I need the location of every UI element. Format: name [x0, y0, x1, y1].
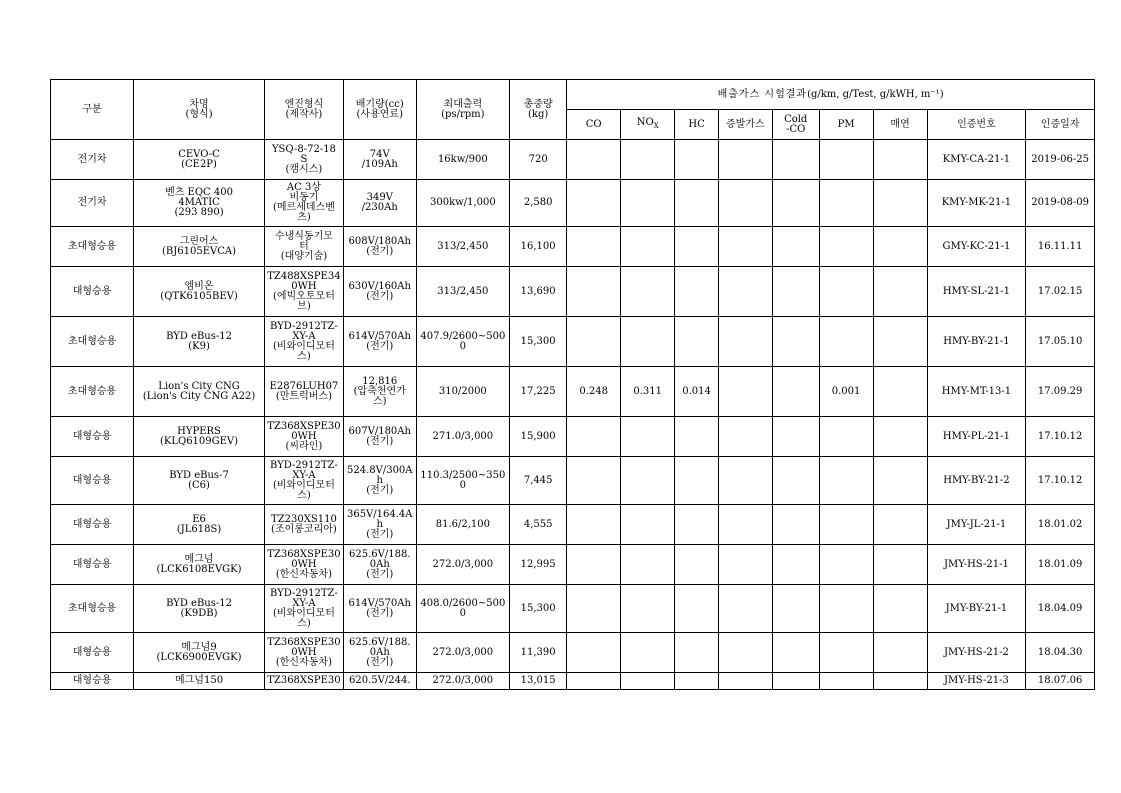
header-emission-results: 배출가스 시험결과(g/km, g/Test, g/kWH, m⁻¹) [567, 80, 1095, 110]
table-row [51, 585, 1095, 633]
cell-cert-date: 18.01.02 [1026, 505, 1095, 545]
cell-pm [819, 585, 873, 633]
header-cold-co: Cold -CO [772, 110, 819, 140]
cell-hc [675, 227, 719, 267]
cell-evap [718, 545, 772, 585]
header-nox: $NO_X$ [621, 110, 675, 140]
cell-weight: 15,900 [510, 417, 567, 457]
table-row [51, 505, 1095, 545]
cell-nox [621, 633, 675, 673]
header-evaporative-gas: 증발가스 [718, 110, 772, 140]
cell-co [567, 585, 621, 633]
cell-category: 대형승용 [51, 633, 134, 673]
cell-nox [621, 545, 675, 585]
cell-hc [675, 417, 719, 457]
header-cert-date: 인증일자 [1026, 110, 1095, 140]
cell-cold-co [772, 140, 819, 180]
cell-hc [675, 505, 719, 545]
cell-engine: AC 3상 비동기 (메르세데스벤 츠) [264, 180, 343, 227]
cell-vehicle: 그린어스 (BJ6105EVCA) [134, 227, 265, 267]
cell-cert-no: GMY-KC-21-1 [927, 227, 1026, 267]
cell-smoke [873, 673, 927, 690]
cell-cold-co [772, 417, 819, 457]
cell-co [567, 545, 621, 585]
table-row [51, 367, 1095, 417]
cell-vehicle: 메그넘 (LCK6108EVGK) [134, 545, 265, 585]
cell-vehicle: 벤츠 EQC 400 4MATIC (293 890) [134, 180, 265, 227]
cell-smoke [873, 545, 927, 585]
table-row [51, 180, 1095, 227]
cell-smoke [873, 417, 927, 457]
cell-pm [819, 180, 873, 227]
cell-co [567, 180, 621, 227]
cell-nox [621, 227, 675, 267]
cell-engine: BYD-2912TZ- XY-A (비와이디모터 스) [264, 457, 343, 505]
cell-evap [718, 367, 772, 417]
cell-weight: 4,555 [510, 505, 567, 545]
cell-weight: 7,445 [510, 457, 567, 505]
cell-cert-no: JMY-HS-21-2 [927, 633, 1026, 673]
cell-smoke [873, 267, 927, 317]
cell-cert-date: 18.04.09 [1026, 585, 1095, 633]
cell-cold-co [772, 585, 819, 633]
cell-hc [675, 585, 719, 633]
cell-smoke [873, 227, 927, 267]
cell-hc [675, 457, 719, 505]
cell-hc [675, 545, 719, 585]
cell-max-output: 81.6/2,100 [416, 505, 509, 545]
cell-cert-no: JMY-HS-21-1 [927, 545, 1026, 585]
emission-certification-table [50, 79, 1095, 690]
cell-max-output: 313/2,450 [416, 267, 509, 317]
cell-engine: TZ368XSPE30 [264, 673, 343, 690]
cell-max-output: 310/2000 [416, 367, 509, 417]
cell-cert-date: 17.10.12 [1026, 417, 1095, 457]
cell-cert-date: 17.02.15 [1026, 267, 1095, 317]
table-row [51, 267, 1095, 317]
cell-max-output: 16kw/900 [416, 140, 509, 180]
cell-max-output: 110.3/2500~350 0 [416, 457, 509, 505]
header-vehicle: 차명 (형식) [134, 80, 265, 140]
cell-category: 대형승용 [51, 417, 134, 457]
cell-cert-date: 17.09.29 [1026, 367, 1095, 417]
cell-nox [621, 417, 675, 457]
cell-cert-date: 18.01.09 [1026, 545, 1095, 585]
cell-cert-no: KMY-CA-21-1 [927, 140, 1026, 180]
cell-smoke [873, 457, 927, 505]
cell-vehicle: 메그넘9 (LCK6900EVGK) [134, 633, 265, 673]
cell-nox [621, 457, 675, 505]
cell-vehicle: 엠비온 (QTK6105BEV) [134, 267, 265, 317]
cell-smoke [873, 633, 927, 673]
cell-evap [718, 140, 772, 180]
cell-displacement: 614V/570Ah (전기) [343, 585, 416, 633]
cell-evap [718, 505, 772, 545]
cell-cold-co [772, 227, 819, 267]
cell-engine: BYD-2912TZ- XY-A (비와이디모터 스) [264, 585, 343, 633]
cell-co [567, 417, 621, 457]
cell-vehicle: BYD eBus-7 (C6) [134, 457, 265, 505]
cell-smoke [873, 317, 927, 367]
cell-cert-no: HMY-BY-21-2 [927, 457, 1026, 505]
cell-nox [621, 317, 675, 367]
cell-category: 초대형승용 [51, 317, 134, 367]
cell-pm [819, 457, 873, 505]
cell-displacement: 74V /109Ah [343, 140, 416, 180]
cell-pm: 0.001 [819, 367, 873, 417]
header-displacement: 배기량(cc) (사용연료) [343, 80, 416, 140]
cell-smoke [873, 505, 927, 545]
cell-cert-no: HMY-PL-21-1 [927, 417, 1026, 457]
cell-weight: 15,300 [510, 317, 567, 367]
cell-engine: YSQ-8-72-18 S (캠시스) [264, 140, 343, 180]
cell-category: 초대형승용 [51, 585, 134, 633]
header-co: CO [567, 110, 621, 140]
cell-nox [621, 180, 675, 227]
cell-displacement: 349V /230Ah [343, 180, 416, 227]
cell-co [567, 317, 621, 367]
cell-co [567, 267, 621, 317]
cell-max-output: 408.0/2600~500 0 [416, 585, 509, 633]
cell-weight: 16,100 [510, 227, 567, 267]
header-max-output: 최대출력 (ps/rpm) [416, 80, 509, 140]
cell-cold-co [772, 505, 819, 545]
cell-co [567, 140, 621, 180]
cell-pm [819, 227, 873, 267]
cell-engine: BYD-2912TZ- XY-A (비와이디모터 스) [264, 317, 343, 367]
cell-evap [718, 585, 772, 633]
cell-cold-co [772, 180, 819, 227]
cell-smoke [873, 180, 927, 227]
cell-nox [621, 140, 675, 180]
cell-displacement: 620.5V/244. [343, 673, 416, 690]
cell-max-output: 271.0/3,000 [416, 417, 509, 457]
cell-max-output: 272.0/3,000 [416, 633, 509, 673]
cell-weight: 13,690 [510, 267, 567, 317]
header-gross-weight: 총중량 (kg) [510, 80, 567, 140]
cell-engine: 수냉식동기모 터 (대양기술) [264, 227, 343, 267]
cell-nox [621, 673, 675, 690]
cell-displacement: 614V/570Ah (전기) [343, 317, 416, 367]
cell-cold-co [772, 545, 819, 585]
cell-hc: 0.014 [675, 367, 719, 417]
cell-co: 0.248 [567, 367, 621, 417]
cell-co [567, 673, 621, 690]
cell-category: 전기차 [51, 140, 134, 180]
cell-displacement: 607V/180Ah (전기) [343, 417, 416, 457]
cell-smoke [873, 585, 927, 633]
cell-category: 대형승용 [51, 457, 134, 505]
cell-hc [675, 673, 719, 690]
cell-smoke [873, 140, 927, 180]
cell-hc [675, 633, 719, 673]
cell-displacement: 12,816 (압축천연가 스) [343, 367, 416, 417]
cell-pm [819, 267, 873, 317]
cell-evap [718, 417, 772, 457]
table-row [51, 227, 1095, 267]
cell-engine: TZ488XSPE34 0WH (에빅오토모터 브) [264, 267, 343, 317]
table-row [51, 457, 1095, 505]
cell-pm [819, 505, 873, 545]
cell-category: 대형승용 [51, 267, 134, 317]
cell-engine: TZ368XSPE30 0WH (한신자동차) [264, 545, 343, 585]
cell-vehicle: BYD eBus-12 (K9DB) [134, 585, 265, 633]
cell-hc [675, 267, 719, 317]
cell-evap [718, 457, 772, 505]
cell-cert-date: 18.04.30 [1026, 633, 1095, 673]
cell-cert-no: HMY-SL-21-1 [927, 267, 1026, 317]
cell-max-output: 407.9/2600~500 0 [416, 317, 509, 367]
cell-category: 대형승용 [51, 545, 134, 585]
cell-nox [621, 505, 675, 545]
cell-cert-date: 2019-08-09 [1026, 180, 1095, 227]
cell-cold-co [772, 673, 819, 690]
cell-co [567, 633, 621, 673]
cell-cert-no: JMY-JL-21-1 [927, 505, 1026, 545]
cell-weight: 15,300 [510, 585, 567, 633]
cell-max-output: 272.0/3,000 [416, 673, 509, 690]
cell-displacement: 524.8V/300A h (전기) [343, 457, 416, 505]
table-row [51, 545, 1095, 585]
cell-cert-date: 2019-06-25 [1026, 140, 1095, 180]
cell-displacement: 625.6V/188. 0Ah (전기) [343, 545, 416, 585]
cell-cert-no: JMY-BY-21-1 [927, 585, 1026, 633]
cell-pm [819, 317, 873, 367]
cell-co [567, 505, 621, 545]
header-cert-number: 인증번호 [927, 110, 1026, 140]
cell-category: 초대형승용 [51, 227, 134, 267]
cell-vehicle: HYPERS (KLQ6109GEV) [134, 417, 265, 457]
cell-vehicle: E6 (JL618S) [134, 505, 265, 545]
header-hc: HC [675, 110, 719, 140]
table-row [51, 317, 1095, 367]
cell-engine: TZ368XSPE30 0WH (씨라인) [264, 417, 343, 457]
cell-hc [675, 140, 719, 180]
table-row [51, 417, 1095, 457]
header-category: 구분 [51, 80, 134, 140]
cell-cert-date: 18.07.06 [1026, 673, 1095, 690]
cell-weight: 2,580 [510, 180, 567, 227]
cell-cold-co [772, 267, 819, 317]
header-pm: PM [819, 110, 873, 140]
cell-co [567, 227, 621, 267]
cell-nox [621, 267, 675, 317]
cell-weight: 720 [510, 140, 567, 180]
cell-engine: E2876LUH07 (만트럭버스) [264, 367, 343, 417]
cell-vehicle: Lion's City CNG (Lion's City CNG A22) [134, 367, 265, 417]
cell-cold-co [772, 457, 819, 505]
cell-category: 대형승용 [51, 505, 134, 545]
table-row [51, 140, 1095, 180]
cell-cert-date: 16.11.11 [1026, 227, 1095, 267]
cell-max-output: 272.0/3,000 [416, 545, 509, 585]
cell-displacement: 630V/160Ah (전기) [343, 267, 416, 317]
table-row [51, 633, 1095, 673]
cell-cold-co [772, 317, 819, 367]
cell-evap [718, 633, 772, 673]
cell-weight: 11,390 [510, 633, 567, 673]
cell-cert-no: JMY-HS-21-3 [927, 673, 1026, 690]
header-smoke: 매연 [873, 110, 927, 140]
cell-pm [819, 417, 873, 457]
cell-pm [819, 633, 873, 673]
cell-evap [718, 317, 772, 367]
cell-category: 초대형승용 [51, 367, 134, 417]
cell-category: 대형승용 [51, 673, 134, 690]
cell-vehicle: 메그넘150 [134, 673, 265, 690]
cell-cert-date: 17.05.10 [1026, 317, 1095, 367]
cell-category: 전기차 [51, 180, 134, 227]
cell-smoke [873, 367, 927, 417]
cell-cert-no: HMY-BY-21-1 [927, 317, 1026, 367]
cell-displacement: 625.6V/188. 0Ah (전기) [343, 633, 416, 673]
cell-hc [675, 180, 719, 227]
cell-co [567, 457, 621, 505]
cell-cert-no: KMY-MK-21-1 [927, 180, 1026, 227]
cell-evap [718, 673, 772, 690]
cell-vehicle: BYD eBus-12 (K9) [134, 317, 265, 367]
cell-weight: 13,015 [510, 673, 567, 690]
cell-hc [675, 317, 719, 367]
cell-engine: TZ230XS110 (조이롱코리아) [264, 505, 343, 545]
cell-cold-co [772, 367, 819, 417]
cell-displacement: 608V/180Ah (전기) [343, 227, 416, 267]
cell-displacement: 365V/164.4A h (전기) [343, 505, 416, 545]
cell-pm [819, 673, 873, 690]
header-engine: 엔진형식 (제작사) [264, 80, 343, 140]
cell-weight: 17,225 [510, 367, 567, 417]
cell-cert-date: 17.10.12 [1026, 457, 1095, 505]
table-body [51, 140, 1095, 690]
cell-vehicle: CEVO-C (CE2P) [134, 140, 265, 180]
cell-nox: 0.311 [621, 367, 675, 417]
cell-weight: 12,995 [510, 545, 567, 585]
cell-engine: TZ368XSPE30 0WH (한신자동차) [264, 633, 343, 673]
cell-evap [718, 180, 772, 227]
cell-pm [819, 140, 873, 180]
cell-cold-co [772, 633, 819, 673]
cell-pm [819, 545, 873, 585]
table-row [51, 673, 1095, 690]
cell-nox [621, 585, 675, 633]
cell-evap [718, 267, 772, 317]
cell-max-output: 313/2,450 [416, 227, 509, 267]
cell-max-output: 300kw/1,000 [416, 180, 509, 227]
cell-cert-no: HMY-MT-13-1 [927, 367, 1026, 417]
cell-evap [718, 227, 772, 267]
